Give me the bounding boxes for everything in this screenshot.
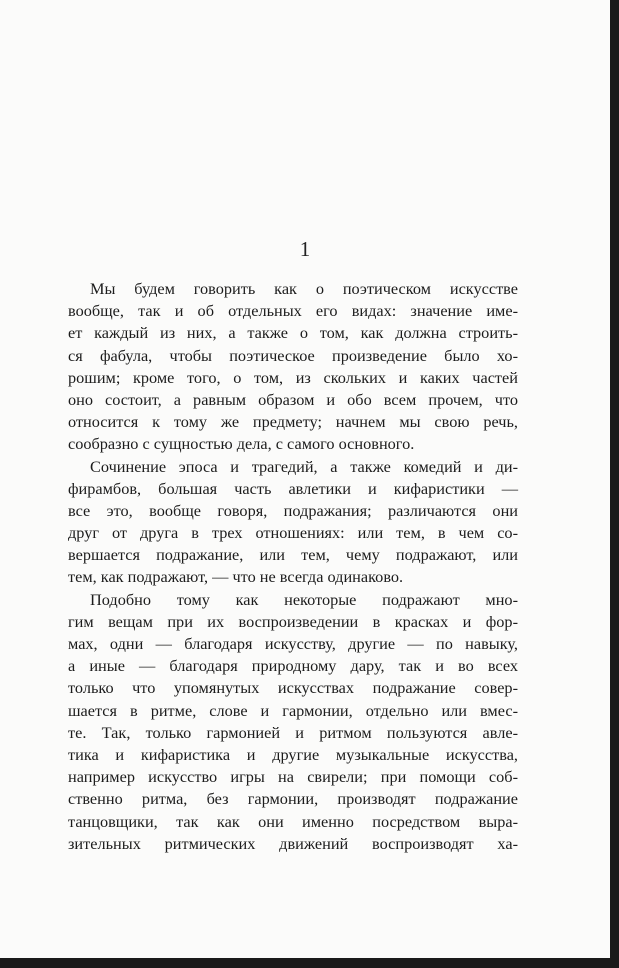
text-line: оно состоит, а равным образом и обо всем прочем, что <box>68 389 518 409</box>
chapter-number: 1 <box>299 237 311 261</box>
body-text <box>68 278 518 855</box>
text-line: ся фабула, чтобы поэтическое произведение было хо- <box>68 345 518 365</box>
text-line: сообразно с сущностью дела, с самого основного. <box>68 434 415 454</box>
text-line: Подобно тому как некоторые подражают мно- <box>90 589 518 609</box>
text-line: вершается подражание, или тем, чему подражают, или <box>68 545 518 565</box>
text-line: ет каждый из них, а также о том, как должна строить- <box>68 323 518 343</box>
text-line: относится к тому же предмету; начнем мы свою речь, <box>68 412 518 432</box>
text-line: например искусство игры на свирели; при помощи соб- <box>68 767 518 787</box>
text-line: тем, как подражают, — что не всегда одинаково. <box>68 567 404 587</box>
text-line: те. Так, только гармонией и ритмом пользуются авле- <box>68 722 518 742</box>
text-line: тика и кифаристика и другие музыкальные искусства, <box>68 744 518 764</box>
text-line: зительных ритмических движений воспроизводят ха- <box>68 833 518 853</box>
text-line: все это, вообще говоря, подражания; различаются они <box>68 500 518 520</box>
text-line: Мы будем говорить как о поэтическом искусстве <box>90 279 518 298</box>
text-line: фирамбов, большая часть авлетики и кифаристики — <box>68 478 518 498</box>
text-line: мах, одни — благодаря искусству, другие — по навыку, <box>68 634 518 653</box>
text-line: вообще, так и об отдельных его видах: значение име- <box>68 301 518 321</box>
text-line: шается в ритме, слове и гармонии, отдельно или вмес- <box>68 700 518 720</box>
text-line: только что упомянутых искусствах подражание совер- <box>68 678 518 698</box>
text-line: рошим; кроме того, о том, из скольких и каких частей <box>68 367 518 387</box>
text-line: Сочинение эпоса и трагедий, а также комедий и ди- <box>90 456 518 476</box>
text-line: ственно ритма, без гармонии, производят подражание <box>68 789 518 809</box>
text-line: гим вещам при их воспроизведении в красках и фор- <box>68 611 518 631</box>
text-line: друг от друга в трех отношениях: или тем, в чем со- <box>68 523 518 543</box>
text-line: танцовщики, так как они именно посредством выра- <box>68 811 518 831</box>
text-line: а иные — благодаря природному дару, так и во всех <box>68 656 518 676</box>
